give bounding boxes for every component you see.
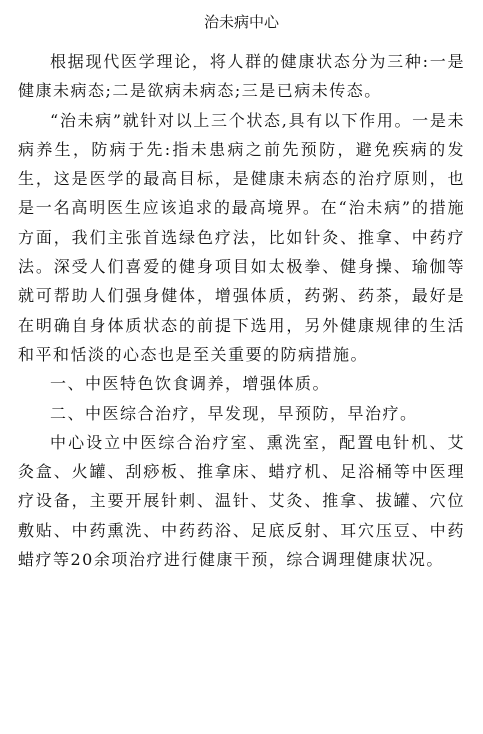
- paragraph-preventive-treatment: “治未病”就针对以上三个状态,具有以下作用。一是未病养生，防病于先:指未患病之前先预防，避免疾病的发生，这是医学的最高目标，是健康未病态的治疗原则，也是一名高明医生应该追求的最高境界。在“治未病”的措施方面，我们主张首选绿色疗法，比如针灸、推拿、中药疗法。深受人们喜爱的健身项目如太极拳、健身操、瑜伽等就可帮助人们强身健体，增强体质，药粥、药茶，最好是在明确自身体质状态的前提下选用，另外健康规律的生活和平和恬淡的心态也是至关重要的防病措施。: [18, 110, 465, 364]
- document-title: 治未病中心: [203, 13, 279, 31]
- paragraph-comprehensive-treatment: 二、中医综合治疗，早发现，早预防，早治疗。: [50, 403, 418, 423]
- paragraph-center-facilities: 中心设立中医综合治疗室、熏洗室，配置电针机、艾灸盒、火罐、刮痧板、推拿床、蜡疗机、足浴桶等中医理疗设备，主要开展针刺、温针、艾灸、推拿、拔罐、穴位敷贴、中药熏洗、中药药浴、足底反射、耳穴压豆、中药蜡疗等20余项治疗进行健康干预，综合调理健康状况。: [18, 432, 465, 570]
- paragraph-health-states: 根据现代医学理论，将人群的健康状态分为三种:一是健康未病态;二是欲病未病态;三是已病未传态。: [18, 52, 465, 101]
- paragraph-diet-therapy: 一、中医特色饮食调养，增强体质。: [50, 374, 331, 394]
- document-body: [18, 47, 465, 574]
